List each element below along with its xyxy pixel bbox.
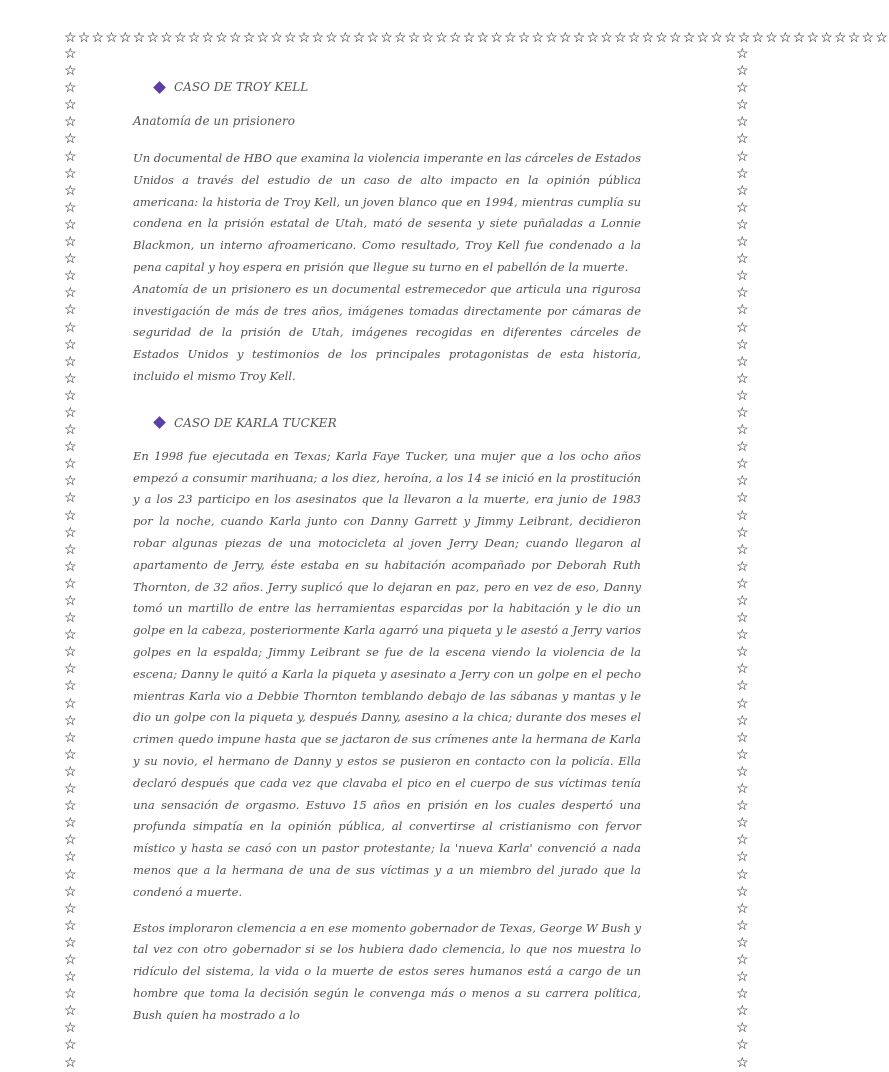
- paragraph: Anatomía de un prisionero es un documental estremecedor que articula una rigurosa investigación de más de tres años, imágenes tomadas directamente por cámaras de seguridad de la prisión de Utah, imágenes recogidas en diferentes cárceles de Estados Unidos y testimonios de los principales protagonistas de esta historia, incluido el mismo Troy Kell.: [133, 281, 641, 383]
- subtitle: Anatomía de un prisionero: [133, 114, 295, 128]
- paragraph: Un documental de HBO que examina la violencia imperante en las cárceles de Estados Unidos a través del estudio de un caso de alto impacto en la opinión pública americana: la historia de Troy Kell, un joven blanco que en 1994, mientras cumplía su condena en la prisión estatal de Utah, mató de sesenta y siete puñaladas a Lonnie Blackmon, un interno afroamericano. Como resultado, Troy Kell fue condenado a la pena capital y hoy espera en prisión que llegue su turno en el pabellón de la muerte.: [133, 151, 641, 274]
- paragraph: Estos imploraron clemencia a en ese momento gobernador de Texas, George W Bush y tal vez con otro gobernador si se los hubiera dado clemencia, lo que nos muestra lo ridículo del sistema, la vida o la muerte de estos seres humanos está a cargo de un hombre que toma la decisión según le convenga más o menos a su carrera política, Bush quien ha mostrado a lo: [133, 920, 641, 1022]
- heading-text: CASO DE TROY KELL: [174, 80, 309, 94]
- star-border-right: ☆ ☆ ☆ ☆ ☆ ☆ ☆ ☆ ☆ ☆ ☆ ☆ ☆ ☆ ☆ ☆ ☆ ☆ ☆ ☆ ☆ ☆ ☆ ☆ ☆ ☆ ☆ ☆ ☆ ☆ ☆ ☆ ☆ ☆ ☆ ☆ ☆ ☆ ☆ ☆ ☆ ☆ ☆ ☆ ☆ ☆ ☆ ☆ ☆ ☆ ☆ ☆ ☆ ☆ ☆ ☆ ☆ ☆ ☆ ☆: [736, 46, 749, 1071]
- section-heading-troy-kell: [155, 80, 641, 94]
- diamond-bullet-icon: [153, 81, 166, 94]
- star-border-top: ☆☆☆☆☆☆☆☆☆☆☆☆☆☆☆☆☆☆☆☆☆☆☆☆☆☆☆☆☆☆☆☆☆☆☆☆☆☆☆☆☆☆☆☆☆☆☆☆☆☆☆☆☆☆☆☆☆☆☆☆: [64, 30, 889, 46]
- diamond-bullet-icon: [153, 416, 166, 429]
- document-body: [133, 80, 641, 1026]
- heading-text: CASO DE KARLA TUCKER: [174, 415, 337, 430]
- paragraph: En 1998 fue ejecutada en Texas; Karla Faye Tucker, una mujer que a los ocho años empezó a consumir marihuana; a los diez, heroína, a los 14 se inició en la prostitución y a los 23 participo en los asesinatos que la llevaron a la muerte, era junio de 1983 por la noche, cuando Karla junto con Danny Garrett y Jimmy Leibrant, decidieron robar algunas piezas de una motocicleta al joven Jerry Dean; cuando llegaron al apartamento de Jerry, éste estaba en su habitación acompañado por Deborah Ruth Thornton, de 32 años. Jerry suplicó que lo dejaran en paz, pero en vez de eso, Danny tomó un martillo de entre las herramientas esparcidas por la habitación y le dio un golpe en la cabeza, posteriormente Karla agarró una piqueta y le asestó a Jerry varios golpes en la espalda; Jimmy Leibrant se fue de la escena viendo la violencia de la escena; Danny le quitó a Karla la piqueta y asesinato a Jerry con un golpe en el pecho mientras Karla vio a Debbie Thornton temblando debajo de las sábanas y mantas y le dio un golpe con la piqueta y, después Danny, asesino a la chica; durante dos meses el crimen quedo impune hasta que se jactaron de sus crímenes ante la hermana de Karla y su novio, el hermano de Danny y estos se pusieron en contacto con la policía. Ella declaró después que cada vez que clavaba el pico en el cuerpo de sus víctimas tenía una sensación de orgasmo. Estuvo 15 años en prisión en los cuales despertó una profunda simpatía en la opinión pública, al convertirse al cristianismo con fervor místico y hasta se casó con un pastor protestante; la 'nueva Karla' convenció a nada menos que a la hermana de una de sus víctimas y a un miembro del jurado que la condenó a muerte.: [133, 448, 641, 899]
- section-heading-karla-tucker: [155, 416, 641, 430]
- star-border-left: ☆ ☆ ☆ ☆ ☆ ☆ ☆ ☆ ☆ ☆ ☆ ☆ ☆ ☆ ☆ ☆ ☆ ☆ ☆ ☆ ☆ ☆ ☆ ☆ ☆ ☆ ☆ ☆ ☆ ☆ ☆ ☆ ☆ ☆ ☆ ☆ ☆ ☆ ☆ ☆ ☆ ☆ ☆ ☆ ☆ ☆ ☆ ☆ ☆ ☆ ☆ ☆ ☆ ☆ ☆ ☆ ☆ ☆ ☆ ☆: [64, 46, 77, 1071]
